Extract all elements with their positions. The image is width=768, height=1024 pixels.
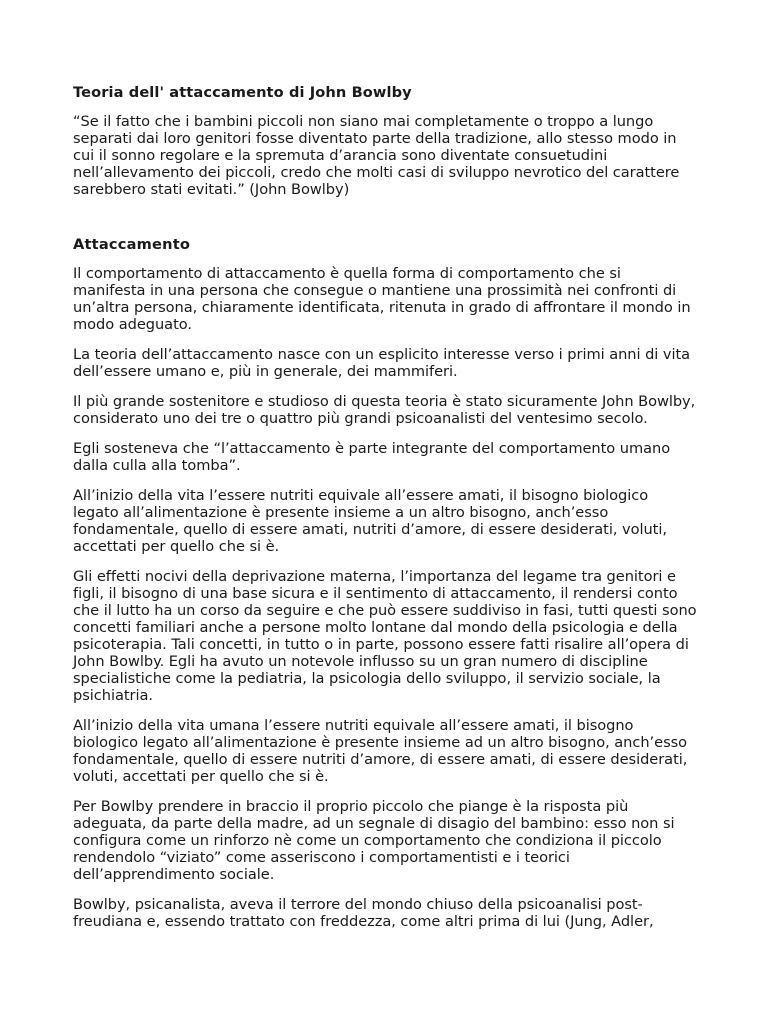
paragraph: Egli sosteneva che “l’attaccamento è parte integrante del comportamento umano dalla culla alla tomba”.	[73, 440, 671, 474]
paragraph: All’inizio della vita l’essere nutriti equivale all’essere amati, il bisogno biologico legato all’alimentazione è presente insieme a un altro bisogno, anch’esso fondamentale, quello di essere amati, nutriti d’amore, di essere desiderati, voluti, accettati per quello che si è.	[73, 487, 667, 555]
section-heading-attaccamento: Attaccamento	[73, 236, 191, 253]
paragraph: Il più grande sostenitore e studioso di questa teoria è stato sicuramente John Bowlby, considerato uno dei tre o quattro più grandi psicoanalisti del ventesimo secolo.	[73, 393, 696, 427]
paragraph: La teoria dell’attaccamento nasce con un esplicito interesse verso i primi anni di vita dell’essere umano e, più in generale, dei mammiferi.	[73, 346, 691, 380]
paragraph: All’inizio della vita umana l’essere nutriti equivale all’essere amati, il bisogno biologico legato all’alimentazione è presente insieme ad un altro bisogno, anch’esso fondamentale, quello di essere nutriti d’amore, di essere amati, di essere desiderati, voluti, accettati per quello che si è.	[73, 717, 688, 785]
bowlby-quote: “Se il fatto che i bambini piccoli non siano mai completamente o troppo a lungo separati dai loro genitori fosse diventato parte della tradizione, allo stesso modo in cui il sonno regolare e la spremuta d’arancia sono diventate consuetudini nell’allevamento dei piccoli, credo che molti casi di sviluppo nevrotico del carattere sarebbero stati evitati.” (John Bowlby)	[73, 113, 680, 198]
paragraph: Il comportamento di attaccamento è quella forma di comportamento che si manifesta in una persona che consegue o mantiene una prossimità nei confronti di un’altra persona, chiaramente identificata, ritenuta in grado di affrontare il mondo in modo adeguato.	[73, 265, 691, 333]
document-page	[73, 84, 697, 943]
paragraph: Per Bowlby prendere in braccio il proprio piccolo che piange è la risposta più adeguata, da parte della madre, ad un segnale di disagio del bambino: esso non si configura come un rinforzo nè come un comportamento che condiziona il piccolo rendendolo “viziato” come asseriscono i comportamentisti e i teorici dell’apprendimento sociale.	[73, 798, 675, 883]
document-title: Teoria dell' attaccamento di John Bowlby	[73, 84, 412, 101]
paragraph: Bowlby, psicanalista, aveva il terrore del mondo chiuso della psicoanalisi post-freudiana e, essendo trattato con freddezza, come altri prima di lui (Jung, Adler,	[73, 896, 654, 930]
paragraph: Gli effetti nocivi della deprivazione materna, l’importanza del legame tra genitori e figli, il bisogno di una base sicura e il sentimento di attaccamento, il rendersi conto che il lutto ha un corso da seguire e che può essere suddiviso in fasi, tutti questi sono concetti familiari anche a persone molto lontane dal mondo della psicologia e della psicoterapia. Tali concetti, in tutto o in parte, possono essere fatti risalire all’opera di John Bowlby. Egli ha avuto un notevole influsso su un gran numero di discipline specialistiche come la pediatria, la psicologia dello sviluppo, il servizio sociale, la psichiatria.	[73, 568, 697, 704]
